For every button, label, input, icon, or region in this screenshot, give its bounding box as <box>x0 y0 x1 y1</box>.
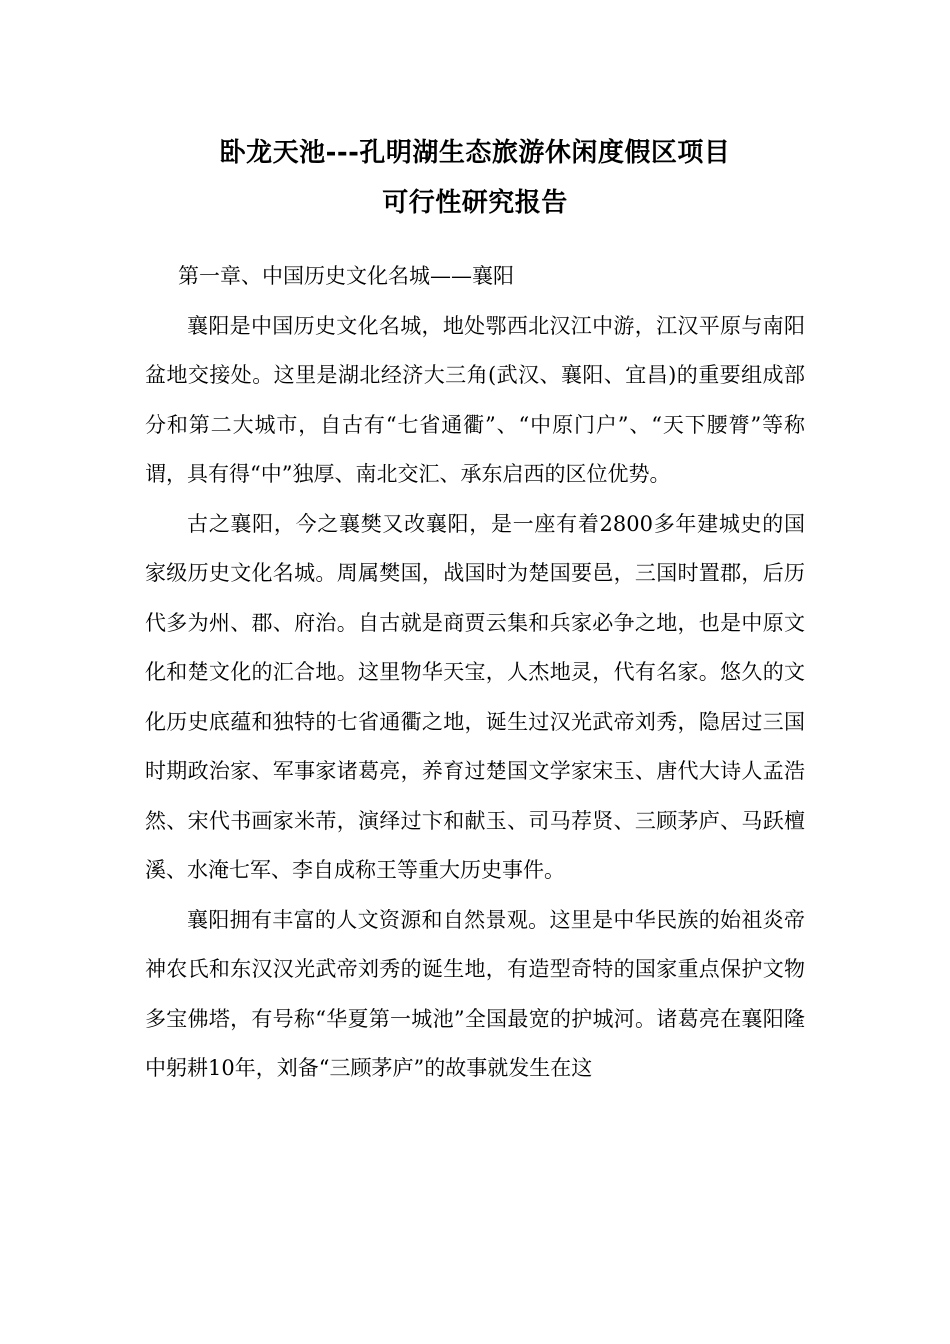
paragraph-resources: 襄阳拥有丰富的人文资源和自然景观。这里是中华民族的始祖炎帝神农氏和东汉汉光武帝刘秀的诞生地，有造型奇特的国家重点保护文物多宝佛塔，有号称“华夏第一城池”全国最宽的护城河。诸葛亮在襄阳隆中躬耕10年，刘备“三顾茅庐”的故事就发生在这 <box>145 907 805 1080</box>
document-title-block <box>0 128 950 228</box>
document-body <box>145 252 805 1094</box>
paragraph-history: 古之襄阳，今之襄樊又改襄阳，是一座有着2800多年建城史的国家级历史文化名城。周属樊国，战国时为楚国要邑，三国时置郡，后历代多为州、郡、府治。自古就是商贾云集和兵家必争之地，也是中原文化和楚文化的汇合地。这里物华天宝，人杰地灵，代有名家。悠久的文化历史底蕴和独特的七省通衢之地，诞生过汉光武帝刘秀，隐居过三国时期政治家、军事家诸葛亮，养育过楚国文学家宋玉、唐代大诗人孟浩然、宋代书画家米芾，演绎过卞和献玉、司马荐贤、三顾茅庐、马跃檀溪、水淹七军、李自成称王等重大历史事件。 <box>145 511 805 882</box>
paragraph-location: 襄阳是中国历史文化名城，地处鄂西北汉江中游，江汉平原与南阳盆地交接处。这里是湖北经济大三角(武汉、襄阳、宜昌)的重要组成部分和第二大城市，自古有“七省通衢”、“中原门户”、“天下腰膂”等称谓，具有得“中”独厚、南北交汇、承东启西的区位优势。 <box>145 313 805 486</box>
document-subtitle: 可行性研究报告 <box>382 188 568 218</box>
document-title: 卧龙天池---孔明湖生态旅游休闲度假区项目 <box>219 138 731 168</box>
chapter-heading: 第一章、中国历史文化名城——襄阳 <box>178 264 514 288</box>
